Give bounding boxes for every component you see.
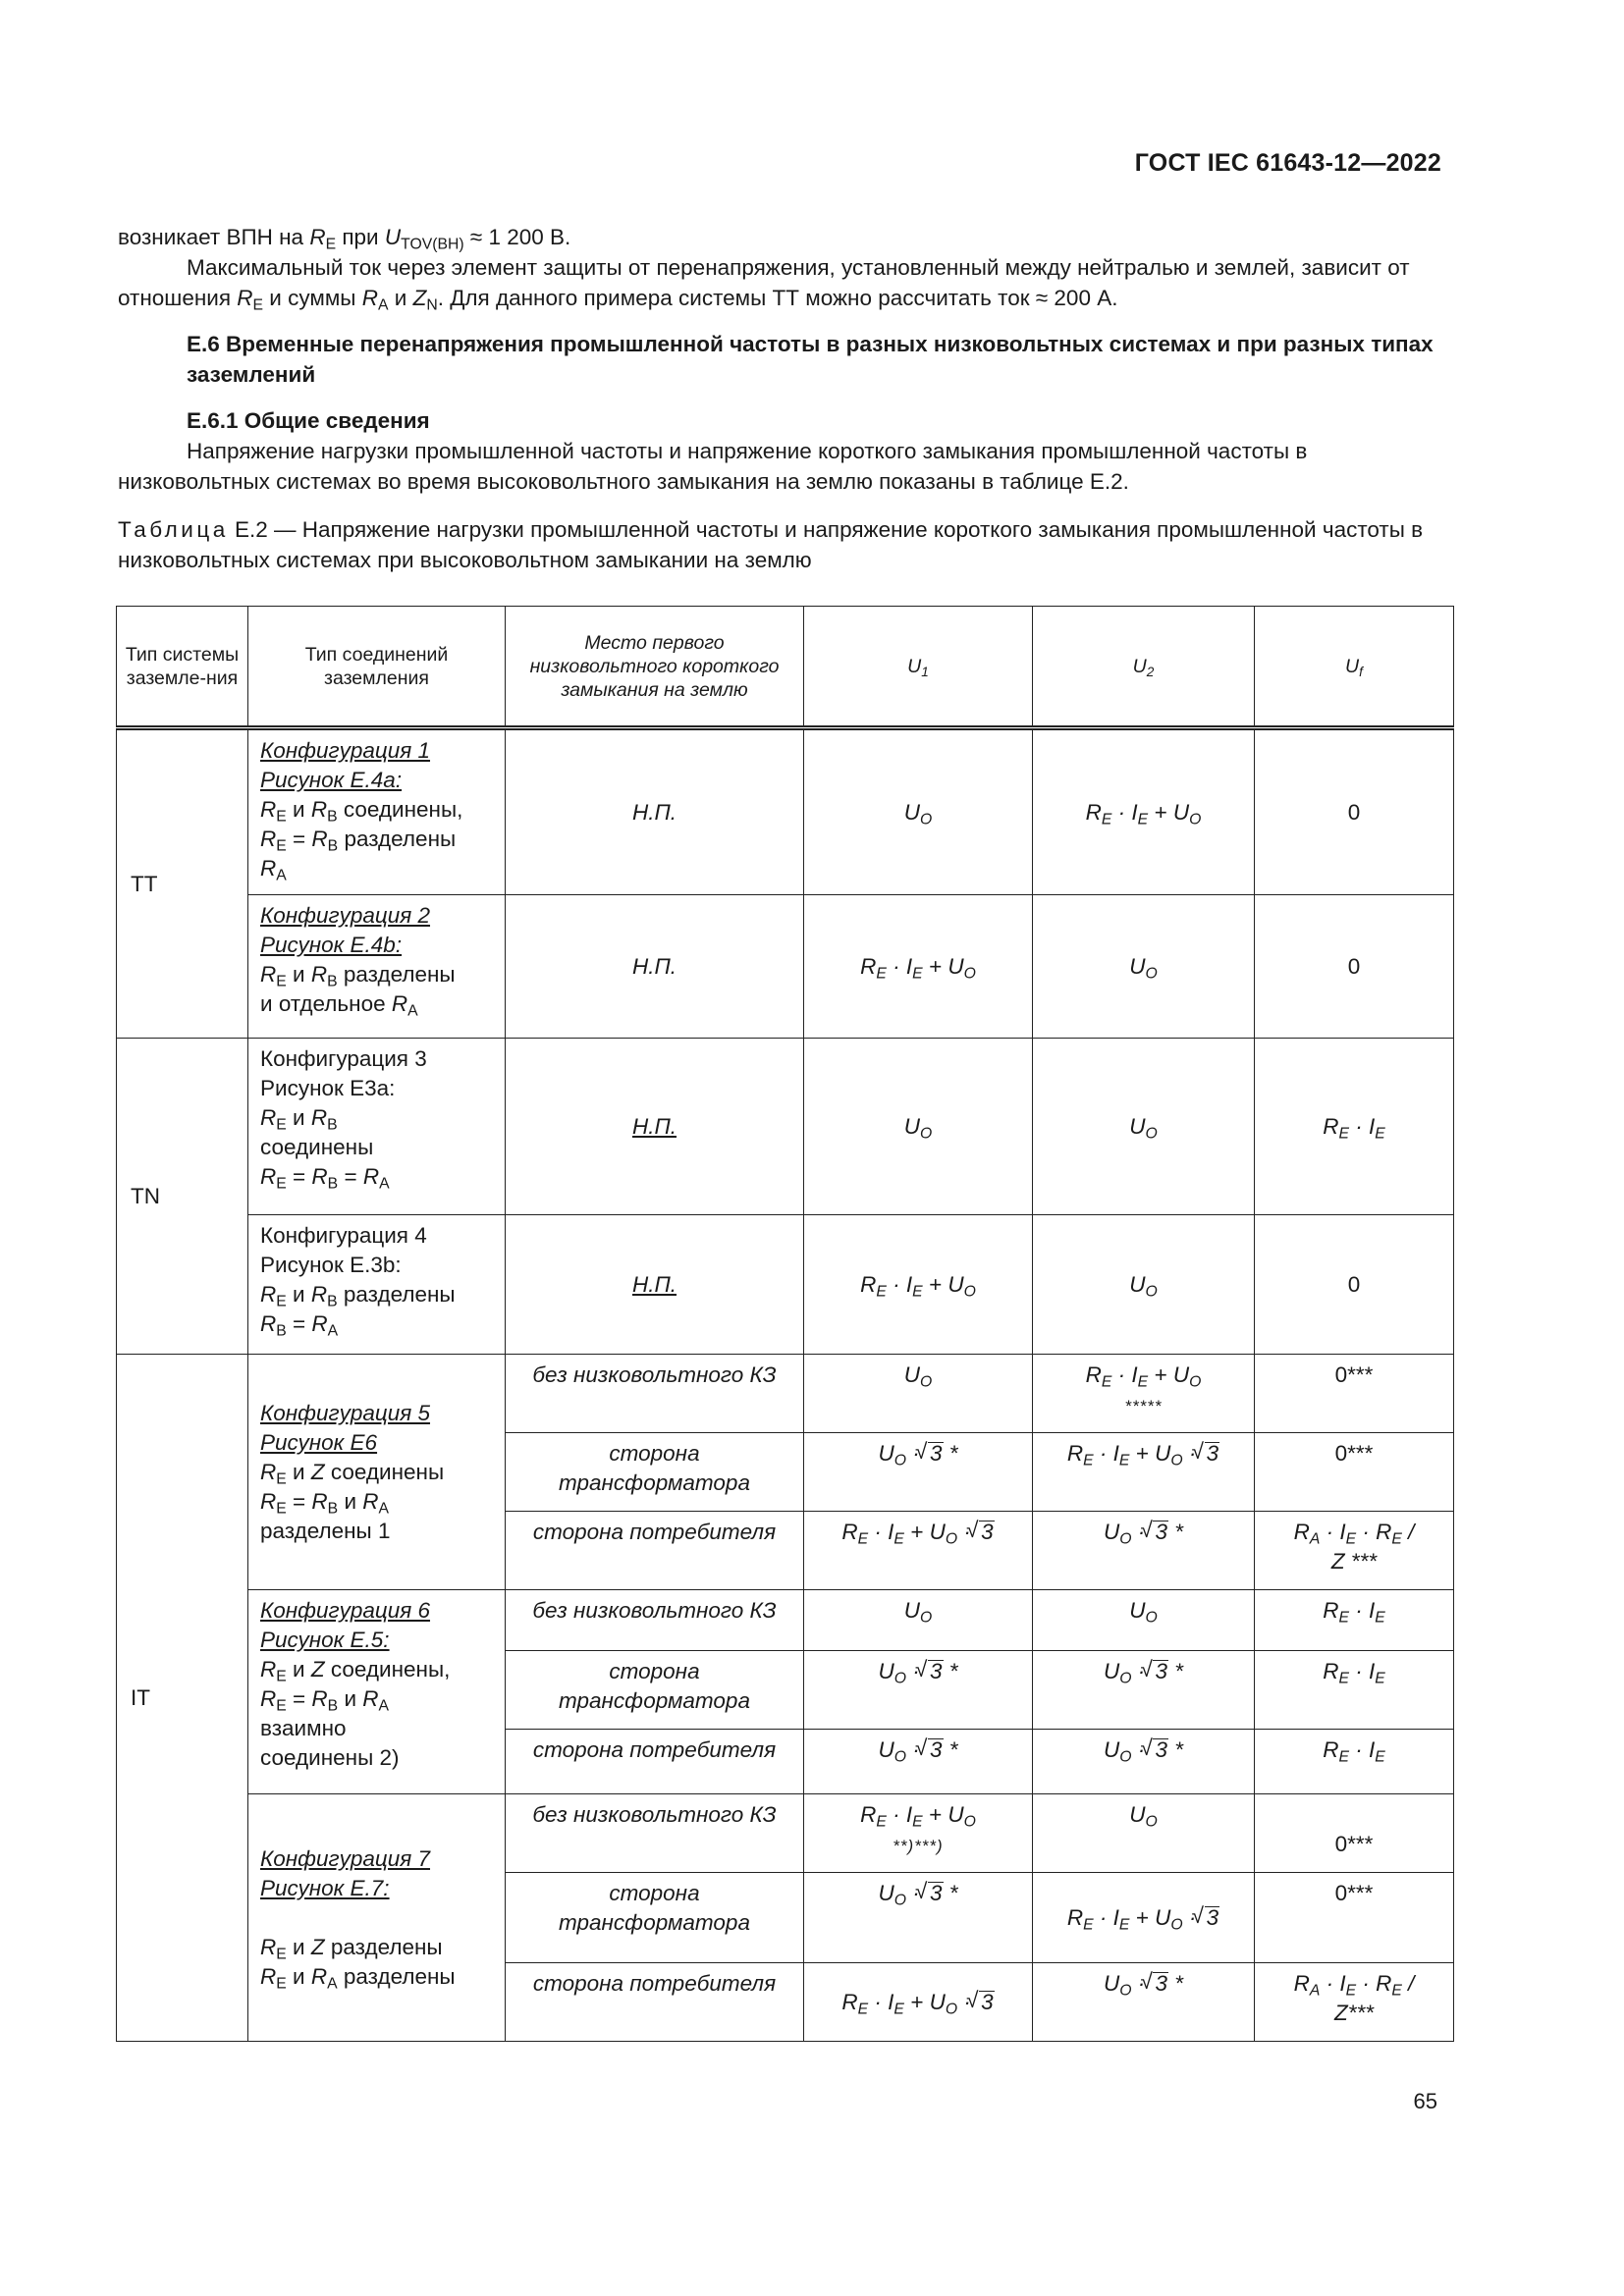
body-text — [118, 222, 1447, 575]
value-u1: $R_E \cdot I_E + U_O$ — [804, 895, 1033, 1039]
page-number: 65 — [1413, 2089, 1437, 2113]
table-label: Таблица — [118, 517, 229, 542]
location-no-fault: без низковольтного КЗ — [506, 1355, 804, 1433]
value-uf: $R_E \cdot I_E$ — [1255, 1590, 1454, 1651]
value-u1: $U_O$ — [804, 1355, 1033, 1433]
header-connection-type: Тип соединений заземления — [248, 607, 506, 728]
header-u1: $U_1$ — [804, 607, 1033, 728]
value-uf: $R_E \cdot I_E$ — [1255, 1730, 1454, 1794]
table-row — [117, 728, 1454, 895]
config-3: Конфигурация 3 Рисунок Е3а: $R_E$ и $R_B$ соединены $R_E = R_B = R_A$ — [248, 1039, 506, 1215]
value-uf: 0*** — [1255, 1433, 1454, 1512]
system-it: IT — [117, 1355, 248, 2042]
system-tt: ТТ — [117, 728, 248, 1039]
location-transformer: сторона трансформатора — [506, 1433, 804, 1512]
value-uf: 0 — [1255, 728, 1454, 895]
value-uf: 0*** — [1255, 1873, 1454, 1963]
location-no-fault: без низковольтного КЗ — [506, 1590, 804, 1651]
value-u1: $U_O$ — [804, 1039, 1033, 1215]
value-u1: $R_E \cdot I_E + U_O$ · √ 3 — [804, 1963, 1033, 2042]
document-code: ГОСТ IEC 61643-12—2022 — [1134, 149, 1441, 177]
value-uf: 0*** — [1255, 1794, 1454, 1873]
table-row — [117, 1215, 1454, 1355]
config-4: Конфигурация 4 Рисунок Е.3b: $R_E$ и $R_B$ разделены $R_B = R_A$ — [248, 1215, 506, 1355]
value-u2: $U_O$ · √ 3 * — [1033, 1512, 1255, 1590]
header-u2: $U_2$ — [1033, 607, 1255, 728]
value-u1: $U_O$ · √ 3 * — [804, 1873, 1033, 1963]
subsection-heading: Е.6.1 Общие сведения — [187, 408, 430, 433]
value-uf: $R_A \cdot I_E \cdot R_E$ / Z*** — [1255, 1963, 1454, 2042]
config-6: Конфигурация 6 Рисунок Е.5: $R_E$ и Z соединены, $R_E = R_B$ и $R_A$ взаимно соединены 2) — [248, 1590, 506, 1794]
value-u2: $U_O$ · √ 3 * — [1033, 1730, 1255, 1794]
value-u1: $U_O$ · √ 3 * — [804, 1730, 1033, 1794]
location-np: Н.П. — [506, 1215, 804, 1355]
table-header-row — [117, 607, 1454, 728]
value-u2: $R_E \cdot I_E + U_O$ · √ 3 — [1033, 1433, 1255, 1512]
paragraph-1: возникает ВПН на $R_E$ при $U_{TOV(BH)} \approx 1$ 200 В. — [118, 225, 571, 253]
table-row — [117, 1794, 1454, 1873]
value-u2: $R_E \cdot I_E + U_O$ · √ 3 — [1033, 1873, 1255, 1963]
paragraph-3: Напряжение нагрузки промышленной частоты и напряжение короткого замыкания промышленной частоты в низковольтных системах во время высоковольтного замыкания на землю показаны в таблице Е.2. — [118, 439, 1308, 494]
location-transformer: сторона трансформатора — [506, 1651, 804, 1730]
value-u2: $U_O$ — [1033, 1590, 1255, 1651]
value-u1: $R_E \cdot I_E + U_O$ **)***) — [804, 1794, 1033, 1873]
header-system-type: Тип системы заземле-ния — [117, 607, 248, 728]
location-consumer: сторона потребителя — [506, 1512, 804, 1590]
table-row — [117, 1590, 1454, 1651]
value-u1: $U_O$ · √ 3 * — [804, 1651, 1033, 1730]
config-5: Конфигурация 5 Рисунок Е6 $R_E$ и Z соединены $R_E = R_B$ и $R_A$ разделены 1 — [248, 1355, 506, 1590]
value-u2: $R_E \cdot I_E + U_O$ — [1033, 728, 1255, 895]
value-u2: $U_O$ — [1033, 1794, 1255, 1873]
value-u2: $U_O$ — [1033, 895, 1255, 1039]
table-row — [117, 1355, 1454, 1433]
value-u1: $R_E \cdot I_E + U_O$ · √ 3 — [804, 1512, 1033, 1590]
header-uf: $U_f$ — [1255, 607, 1454, 728]
config-7: Конфигурация 7 Рисунок Е.7: $R_E$ и Z разделены $R_E$ и $R_A$ разделены — [248, 1794, 506, 2042]
value-u2: $U_O$ · √ 3 * — [1033, 1651, 1255, 1730]
value-u1: $R_E \cdot I_E + U_O$ — [804, 1215, 1033, 1355]
value-uf: 0*** — [1255, 1355, 1454, 1433]
value-u2: $U_O$ — [1033, 1215, 1255, 1355]
value-uf: 0 — [1255, 1215, 1454, 1355]
location-np: Н.П. — [506, 1039, 804, 1215]
section-heading: Е.6 Временные перенапряжения промышленной частоты в разных низковольтных системах и при разных типах заземлений — [187, 332, 1434, 387]
value-uf: 0 — [1255, 895, 1454, 1039]
value-uf: $R_A \cdot I_E \cdot R_E$ / Z *** — [1255, 1512, 1454, 1590]
value-u2: $U_O$ · √ 3 * — [1033, 1963, 1255, 2042]
paragraph-2: Максимальный ток через элемент защиты от перенапряжения, установленный между нейтралью и землей, зависит от отношения $R_E$ и суммы $R_A$ и $Z_N$. Для данного примера системы ТТ можно рассчитать ток ≈ 200 А. — [118, 255, 1410, 314]
value-uf: $R_E \cdot I_E$ — [1255, 1651, 1454, 1730]
value-uf: $R_E \cdot I_E$ — [1255, 1039, 1454, 1215]
location-np: Н.П. — [506, 728, 804, 895]
config-2: Конфигурация 2 Рисунок Е.4b: $R_E$ и $R_B$ разделены и отдельное $R_A$ — [248, 895, 506, 1039]
table-row — [117, 895, 1454, 1039]
config-1: Конфигурация 1 Рисунок Е.4а: $R_E$ и $R_B$ соединены, $R_E = R_B$ разделены $R_A$ — [248, 728, 506, 895]
location-no-fault: без низковольтного КЗ — [506, 1794, 804, 1873]
location-consumer: сторона потребителя — [506, 1963, 804, 2042]
table-row — [117, 1039, 1454, 1215]
value-u1: $U_O$ — [804, 728, 1033, 895]
table-caption: Е.2 — Напряжение нагрузки промышленной частоты и напряжение короткого замыкания промышленной частоты в низковольтных системах при высоковольтном замыкании на землю — [118, 517, 1424, 572]
system-tn: TN — [117, 1039, 248, 1355]
location-consumer: сторона потребителя — [506, 1730, 804, 1794]
location-np: Н.П. — [506, 895, 804, 1039]
value-u2: $R_E \cdot I_E + U_O$ ***** — [1033, 1355, 1255, 1433]
value-u1: $U_O$ — [804, 1590, 1033, 1651]
header-fault-location: Место первого низковольтного короткого замыкания на землю — [506, 607, 804, 728]
table-title — [118, 514, 1447, 575]
voltage-table — [116, 606, 1454, 2042]
value-u2: $U_O$ — [1033, 1039, 1255, 1215]
value-u1: $U_O$ · √ 3 * — [804, 1433, 1033, 1512]
location-transformer: сторона трансформатора — [506, 1873, 804, 1963]
